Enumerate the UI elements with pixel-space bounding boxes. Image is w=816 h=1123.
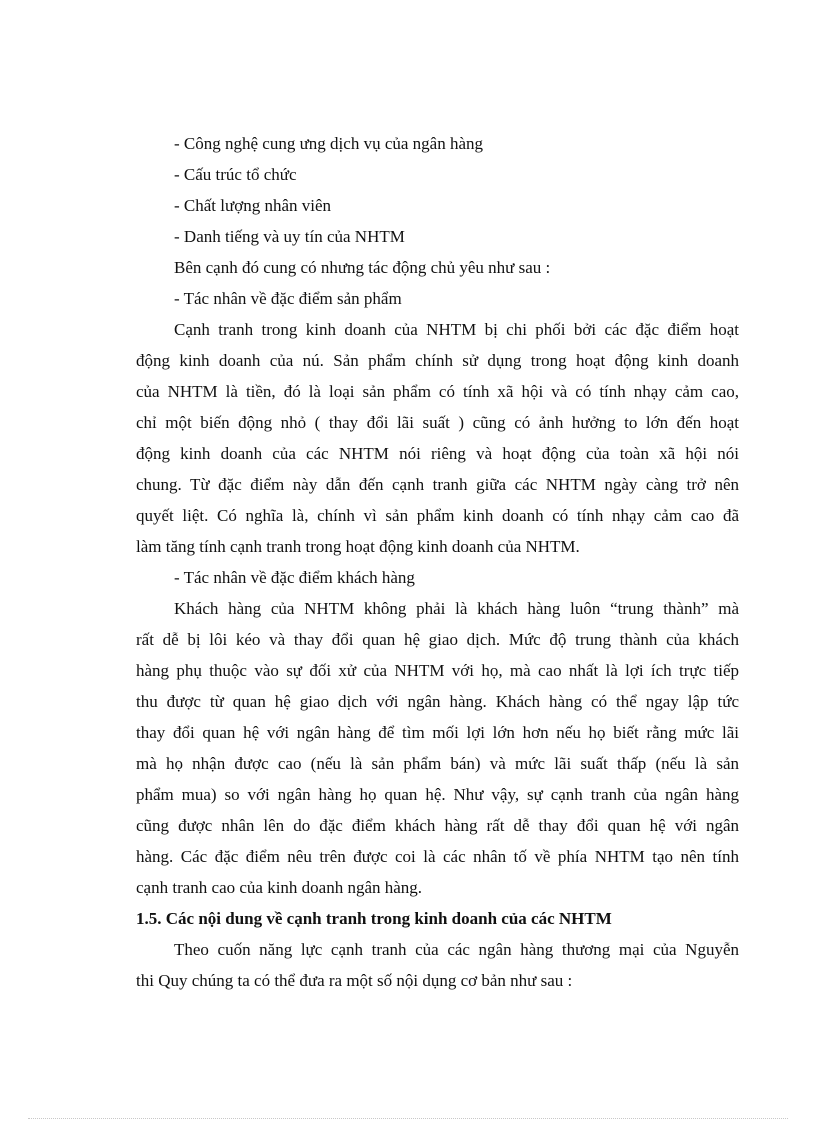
bullet-item: - Chất lượng nhân viên bbox=[174, 196, 332, 215]
paragraph-line: cạnh tranh cao của kinh doanh ngân hàng. bbox=[136, 878, 423, 897]
paragraph-line: của NHTM là tiền, đó là loại sản phẩm có tính xã hội và có tính nhạy cảm cao, bbox=[136, 382, 739, 401]
paragraph-line: mà họ nhận được cao (nếu là sản phẩm bán) và mức lãi suất thấp (nếu là sản bbox=[136, 754, 739, 773]
paragraph-product bbox=[136, 314, 739, 562]
paragraph-line: quyết liệt. Có nghĩa là, chính vì sản phẩm kinh doanh có tính nhạy cảm cao đã bbox=[136, 506, 739, 525]
paragraph-line: thay đổi quan hệ với ngân hàng để tìm mối lợi lớn hơn nếu họ biết rằng mức lãi bbox=[136, 723, 739, 742]
paragraph-line: Theo cuốn năng lực cạnh tranh của các ngân hàng thương mại của Nguyễn bbox=[174, 940, 739, 959]
paragraph-line: Khách hàng của NHTM không phải là khách hàng luôn “trung thành” mà bbox=[174, 599, 739, 618]
paragraph-line: cũng được nhân lên do đặc điểm khách hàng rất dễ thay đổi quan hệ với ngân bbox=[136, 816, 739, 835]
paragraph-line: hàng phụ thuộc vào sự đối xử của NHTM với họ, mà cao nhất là lợi ích trực tiếp bbox=[136, 661, 739, 680]
paragraph-line: phẩm mua) so với ngân hàng họ quan hệ. Như vậy, sự cạnh tranh của ngân hàng bbox=[136, 785, 739, 804]
paragraph-line: động kinh doanh của các NHTM nói riêng và hoạt động của toàn xã hội nói bbox=[136, 444, 739, 463]
document-body bbox=[136, 128, 739, 996]
paragraph-line: Cạnh tranh trong kinh doanh của NHTM bị chi phối bởi các đặc điểm hoạt bbox=[174, 320, 739, 339]
paragraph-line: làm tăng tính cạnh tranh trong hoạt động kinh doanh của NHTM. bbox=[136, 537, 580, 556]
paragraph-line: rất dễ bị lôi kéo và thay đổi quan hệ giao dịch. Mức độ trung thành của khách bbox=[136, 630, 739, 649]
paragraph-line: thi Quy chúng ta có thể đưa ra một số nội dụng cơ bản như sau : bbox=[136, 971, 573, 990]
paragraph-customer bbox=[136, 593, 739, 903]
bullet-item: - Công nghệ cung ưng dịch vụ của ngân hàng bbox=[174, 134, 484, 153]
paragraph-line: chung. Từ đặc điểm này dẫn đến cạnh tranh giữa các NHTM ngày càng trở nên bbox=[136, 475, 739, 494]
factor-product-title: - Tác nhân về đặc điểm sản phẩm bbox=[174, 289, 402, 308]
bullet-item: - Cấu trúc tổ chức bbox=[174, 165, 297, 184]
bullet-item: - Danh tiếng và uy tín của NHTM bbox=[174, 227, 405, 246]
intro-line: Bên cạnh đó cung có nhưng tác động chủ yêu như sau : bbox=[174, 258, 551, 277]
factor-customer-title: - Tác nhân về đặc điểm khách hàng bbox=[174, 568, 415, 587]
paragraph-line: thu được từ quan hệ giao dịch với ngân hàng. Khách hàng có thể ngay lập tức bbox=[136, 692, 739, 711]
page-bottom-divider bbox=[28, 1118, 788, 1119]
paragraph-intro-section bbox=[136, 934, 739, 996]
paragraph-line: hàng. Các đặc điểm nêu trên được coi là các nhân tố về phía NHTM tạo nên tính bbox=[136, 847, 739, 866]
paragraph-line: động kinh doanh của nú. Sản phẩm chính sử dụng trong hoạt động kinh doanh bbox=[136, 351, 739, 370]
paragraph-line: chỉ một biến động nhỏ ( thay đổi lãi suất ) cũng có ảnh hưởng to lớn đến hoạt bbox=[136, 413, 739, 432]
section-heading: 1.5. Các nội dung về cạnh tranh trong kinh doanh của các NHTM bbox=[136, 909, 612, 928]
